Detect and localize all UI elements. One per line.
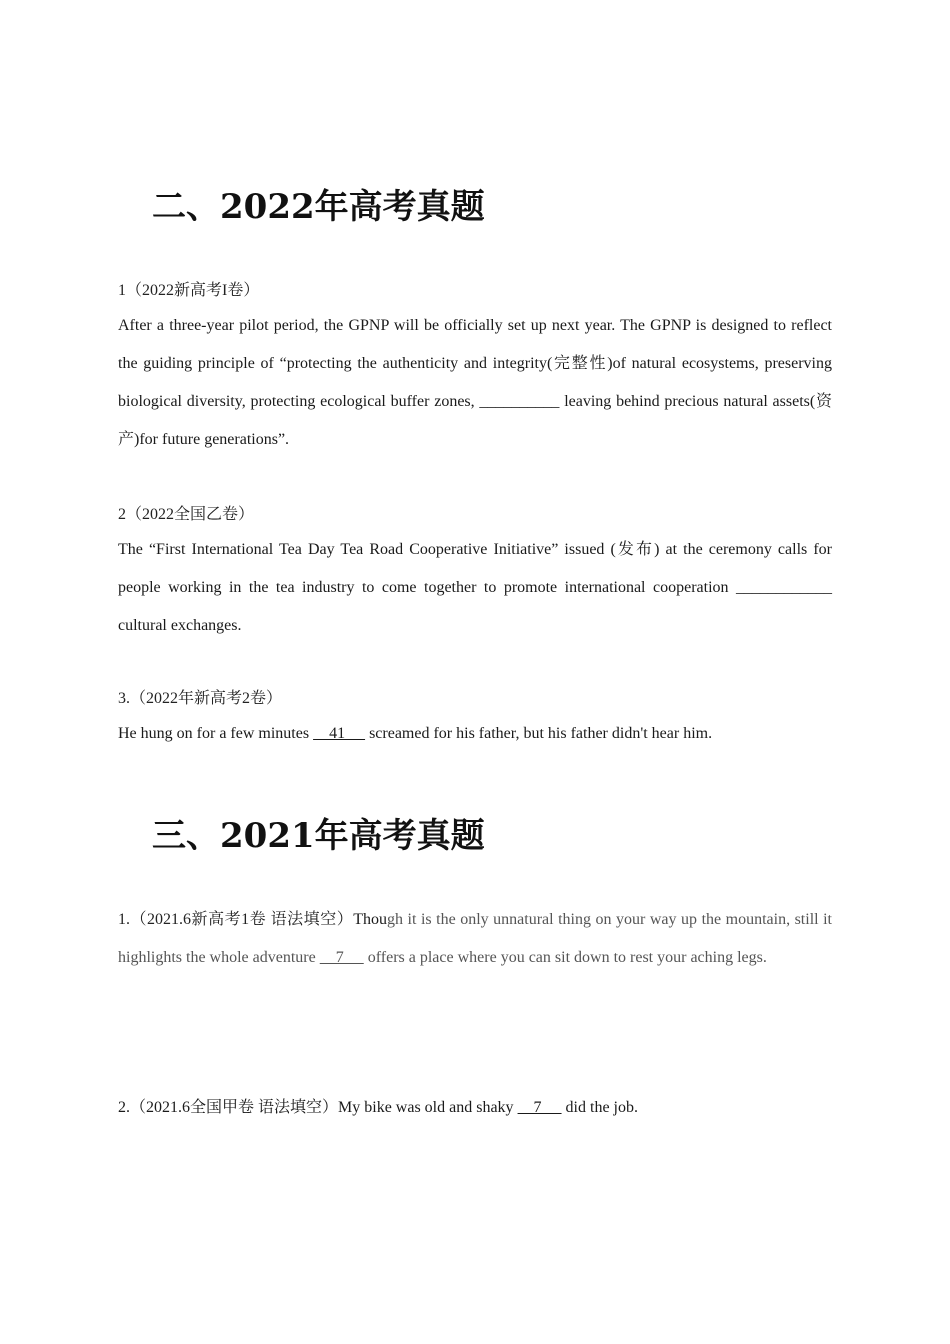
- question-text-part: offers a place where you can sit down to rest your aching legs.: [363, 949, 767, 966]
- question-text: [118, 531, 832, 645]
- question-text-part: screamed for his father, but his father didn't hear him.: [365, 725, 713, 742]
- question-text: [118, 724, 712, 744]
- question-text-part: After a three-year pilot period, the GPNP will be officially set up next year. The GPNP is designed to reflect the guiding principle of “protecting the authenticity and integrity(完整性)of natural ecosystems, preserving biological diversity, protecting ecological buffer zones,: [118, 317, 832, 410]
- question-text: [118, 1098, 638, 1118]
- answer-blank: __________: [479, 393, 560, 410]
- question-text-part: gh it is the only unnatural thing on your way up the mountain, still it highlights the whole adventure: [118, 911, 833, 966]
- question-text-part: leaving behind precious natural assets(资产)for future generations”.: [118, 393, 832, 448]
- answer-blank: ____________: [736, 579, 832, 596]
- section-heading-2021: 三、2021年高考真题: [152, 816, 485, 856]
- answer-blank: 41: [313, 725, 366, 742]
- question-text-part: The “First International Tea Day Tea Road Cooperative Initiative” issued (发布) at the ceremony calls for people working in the tea industry to come together to promote international cooperation: [118, 541, 832, 596]
- question-text-part: My bike was old and shaky: [338, 1099, 518, 1116]
- question-label: 3.（2022年新高考2卷）: [118, 690, 283, 707]
- question-label: 2（2022全国乙卷）: [118, 506, 255, 523]
- question-text: [118, 307, 832, 459]
- question-label: 1.（2021.6新高考1卷 语法填空）: [118, 911, 354, 928]
- question-label: 2.（2021.6全国甲卷 语法填空）: [118, 1099, 339, 1116]
- question-text-part: cultural exchanges.: [118, 617, 242, 634]
- question-label: 1（2022新高考I卷）: [118, 282, 260, 299]
- answer-blank: 7: [319, 949, 364, 966]
- answer-blank: 7: [517, 1099, 562, 1116]
- question-text-part: Thou: [353, 911, 388, 928]
- question-text-part: He hung on for a few minutes: [118, 725, 314, 742]
- question-text-part: did the job.: [561, 1099, 638, 1116]
- question-text: [118, 901, 832, 977]
- section-heading-2022: 二、2022年高考真题: [152, 187, 485, 227]
